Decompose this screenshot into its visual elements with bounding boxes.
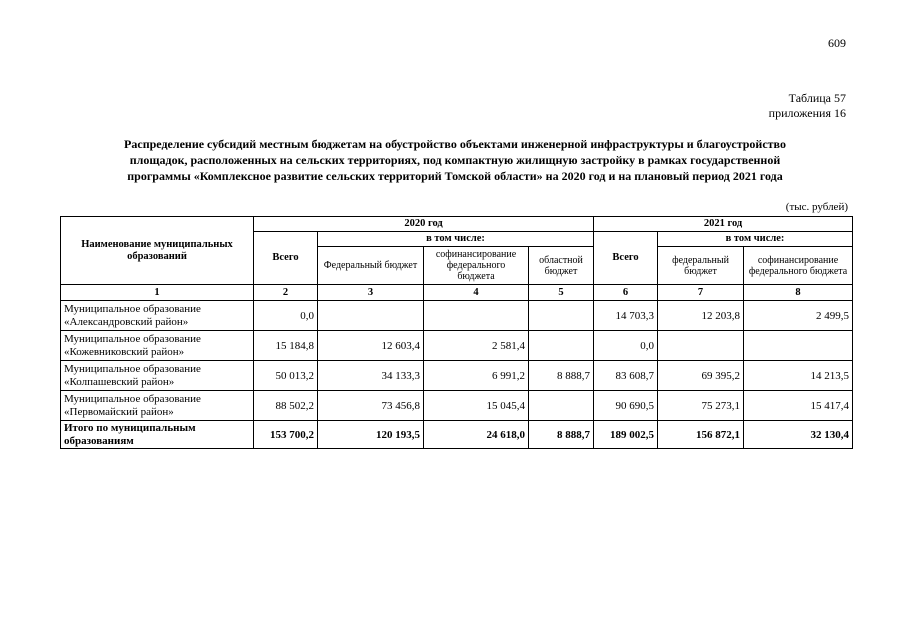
federal-2020: [318, 301, 424, 331]
cofinancing-2020: 24 618,0: [424, 421, 529, 449]
header-regional-2020: областной бюджет: [529, 247, 594, 285]
column-number: 3: [318, 285, 424, 301]
municipality-name: Муниципальное образование «Александровский район»: [61, 301, 254, 331]
header-including-2021: в том числе:: [658, 232, 853, 247]
table-row: [61, 301, 853, 331]
regional-2020: 8 888,7: [529, 421, 594, 449]
total-2021: 90 690,5: [594, 391, 658, 421]
table-row: [61, 391, 853, 421]
table-reference: [769, 91, 846, 121]
column-number: 7: [658, 285, 744, 301]
header-including-2020: в том числе:: [318, 232, 594, 247]
federal-2021: 75 273,1: [658, 391, 744, 421]
total-2020: 88 502,2: [254, 391, 318, 421]
municipality-name: Муниципальное образование «Колпашевский район»: [61, 361, 254, 391]
header-cofinancing-2021: софинансирование федерального бюджета: [744, 247, 853, 285]
total-2021: 0,0: [594, 331, 658, 361]
units-label: (тыс. рублей): [785, 201, 848, 213]
total-2020: 50 013,2: [254, 361, 318, 391]
appendix-number: приложения 16: [768, 106, 846, 120]
federal-2021: 12 203,8: [658, 301, 744, 331]
cofinancing-2021: 14 213,5: [744, 361, 853, 391]
total-2021: 83 608,7: [594, 361, 658, 391]
federal-2021: 156 872,1: [658, 421, 744, 449]
column-number: 2: [254, 285, 318, 301]
total-2020: 15 184,8: [254, 331, 318, 361]
table-row: [61, 361, 853, 391]
column-number: 5: [529, 285, 594, 301]
cofinancing-2020: [424, 301, 529, 331]
table-number: Таблица 57: [788, 91, 846, 105]
title-line: программы «Комплексное развитие сельских территорий Томской области» на 2020 год и на плановый период 2021 года: [127, 169, 783, 183]
regional-2020: [529, 301, 594, 331]
total-2021: 14 703,3: [594, 301, 658, 331]
header-total-2021: Всего: [594, 232, 658, 285]
title-line: площадок, расположенных на сельских территориях, под компактную жилищную застройку в рамках государственной: [129, 153, 781, 167]
cofinancing-2021: 32 130,4: [744, 421, 853, 449]
header-federal-2021: федеральный бюджет: [658, 247, 744, 285]
document-title: [40, 136, 870, 184]
cofinancing-2021: 2 499,5: [744, 301, 853, 331]
municipality-name: Муниципальное образование «Первомайский район»: [61, 391, 254, 421]
subsidy-table: [60, 216, 853, 449]
regional-2020: [529, 331, 594, 361]
regional-2020: 8 888,7: [529, 361, 594, 391]
header-name-column: Наименование муниципальных образований: [61, 217, 254, 285]
cofinancing-2020: 6 991,2: [424, 361, 529, 391]
header-total-2020: Всего: [254, 232, 318, 285]
federal-2021: [658, 331, 744, 361]
federal-2020: 120 193,5: [318, 421, 424, 449]
federal-2021: 69 395,2: [658, 361, 744, 391]
cofinancing-2021: 15 417,4: [744, 391, 853, 421]
title-line: Распределение субсидий местным бюджетам на обустройство объектами инженерной инфраструктуры и благоустройство: [124, 137, 786, 151]
cofinancing-2021: [744, 331, 853, 361]
header-cofinancing-2020: софинансирование федерального бюджета: [424, 247, 529, 285]
cofinancing-2020: 2 581,4: [424, 331, 529, 361]
regional-2020: [529, 391, 594, 421]
total-2020: 0,0: [254, 301, 318, 331]
column-number: 8: [744, 285, 853, 301]
page-number: 609: [828, 36, 846, 50]
column-number: 6: [594, 285, 658, 301]
total-2021: 189 002,5: [594, 421, 658, 449]
municipality-name: Муниципальное образование «Кожевниковский район»: [61, 331, 254, 361]
column-number: 1: [61, 285, 254, 301]
total-label: Итого по муниципальным образованиям: [61, 421, 254, 449]
total-2020: 153 700,2: [254, 421, 318, 449]
cofinancing-2020: 15 045,4: [424, 391, 529, 421]
table-row: [61, 331, 853, 361]
column-number: 4: [424, 285, 529, 301]
federal-2020: 12 603,4: [318, 331, 424, 361]
header-year-2021: 2021 год: [594, 217, 853, 232]
header-year-2020: 2020 год: [254, 217, 594, 232]
total-row: [61, 421, 853, 449]
federal-2020: 73 456,8: [318, 391, 424, 421]
federal-2020: 34 133,3: [318, 361, 424, 391]
header-federal-2020: Федеральный бюджет: [318, 247, 424, 285]
